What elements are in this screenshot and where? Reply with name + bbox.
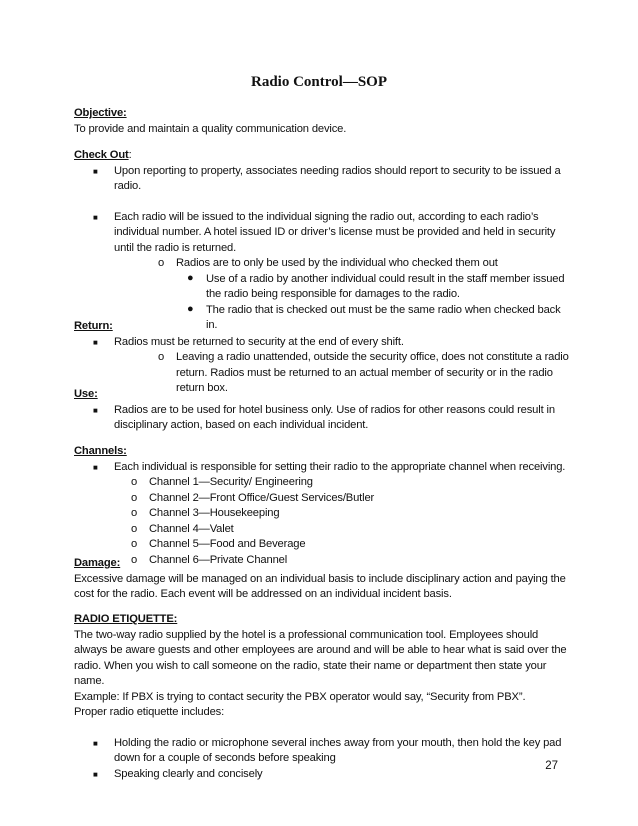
use-bullet-1: Radios are to be used for hotel business only. Use of radios for other reasons could result in disciplinary action, based on each individual incident. [114,403,555,431]
checkout-bullet-2: Each radio will be issued to the individual signing the radio out, according to each radio’s individual number. A hotel issued ID or driver’s license must be provided and held in security until the radio is returned. [114,210,556,254]
circle-bullet-icon: o [131,491,138,504]
objective-section [74,106,574,137]
damage-text: Excessive damage will be managed on an individual basis to include disciplinary action and paying the cost for the radio. Each event will be addressed on an individual incident basis. [74,572,566,600]
channel-item-4: Channel 4—Valet [149,522,234,535]
damage-section [74,553,574,603]
list-item [74,210,574,257]
list-item [74,475,574,491]
circle-bullet-icon: o [158,351,165,363]
list-item [74,736,574,767]
return-sub-1: Leaving a radio unattended, outside the security office, does not constitute a radio return. Radios must be returned to an actual member of security or in the radio return box. [176,351,569,394]
square-bullet-icon: ■ [93,405,98,415]
objective-text: To provide and maintain a quality communication device. [74,122,347,135]
list-item [74,403,574,434]
etiquette-paragraph-1: The two-way radio supplied by the hotel is a professional communication tool. Employees should always be aware guests and other employees are around and will be able to hear what is said over the radio. When you wish to call someone on the radio, state their name or department then state your name. [74,628,567,687]
list-item [74,506,574,522]
channel-item-1: Channel 1—Security/ Engineering [149,476,313,488]
circle-bullet-icon: o [158,257,165,269]
checkout-heading-line [74,148,574,164]
list-item [74,522,574,538]
channel-item-5: Channel 5—Food and Beverage [149,538,306,550]
list-item [74,335,574,351]
checkout-sub-1a: Use of a radio by another individual could result in the staff member issued the radio being responsible for damages to the radio. [206,272,565,300]
checkout-section [74,148,574,334]
square-bullet-icon: ■ [93,462,98,472]
etiquette-paragraph-2: Example: If PBX is trying to contact security the PBX operator would say, “Security from PBX”. [74,690,526,703]
page-number: 27 [545,760,558,772]
dot-bullet-icon: ● [187,271,194,284]
list-item [74,164,574,195]
circle-bullet-icon: o [131,538,138,550]
circle-bullet-icon: o [131,522,138,535]
return-bullet-1: Radios must be returned to security at the end of every shift. [114,335,404,348]
objective-heading: Objective: [74,107,127,119]
checkout-heading-colon: : [128,149,132,161]
checkout-sub-1b: The radio that is checked out must be the same radio when checked back in. [206,303,561,331]
etiquette-section [74,612,574,782]
list-item [74,460,574,476]
etiquette-heading: RADIO ETIQUETTE: [74,613,178,625]
checkout-heading: Check Out [74,149,129,161]
list-item [74,767,574,783]
channel-item-3: Channel 3—Housekeeping [149,507,280,519]
use-section [74,387,574,434]
list-item [74,256,574,272]
return-heading: Return: [74,320,113,332]
page-title: Radio Control—SOP [251,74,387,90]
circle-bullet-icon: o [131,507,138,519]
damage-heading: Damage: [74,557,121,569]
list-item [74,537,574,553]
circle-bullet-icon: o [131,553,138,566]
circle-bullet-icon: o [131,476,138,488]
dot-bullet-icon: ● [187,302,194,315]
checkout-bullet-1: Upon reporting to property, associates needing radios should report to security to be issued a radio. [114,164,561,192]
etiquette-paragraph-3: Proper radio etiquette includes: [74,706,225,718]
square-bullet-icon: ■ [93,166,98,176]
etiquette-bullet-1: Holding the radio or microphone several inches away from your mouth, then hold the key pad down for a couple of seconds before speaking [114,736,562,764]
checkout-sub-1: Radios are to only be used by the individual who checked them out [176,257,498,269]
list-item [74,272,574,303]
channels-bullet-1: Each individual is responsible for setting their radio to the appropriate channel when receiving. [114,460,566,473]
square-bullet-icon: ■ [93,212,98,222]
square-bullet-icon: ■ [93,337,98,347]
channels-heading: Channels: [74,445,127,457]
channel-item-6: Channel 6—Private Channel [149,553,288,566]
return-section [74,319,574,397]
etiquette-bullet-2: Speaking clearly and concisely [114,767,263,780]
square-bullet-icon: ■ [93,738,98,748]
list-item [74,491,574,507]
square-bullet-icon: ■ [93,769,98,779]
channels-section [74,444,574,568]
use-heading: Use: [74,388,98,400]
channel-item-2: Channel 2—Front Office/Guest Services/Butler [149,491,375,504]
